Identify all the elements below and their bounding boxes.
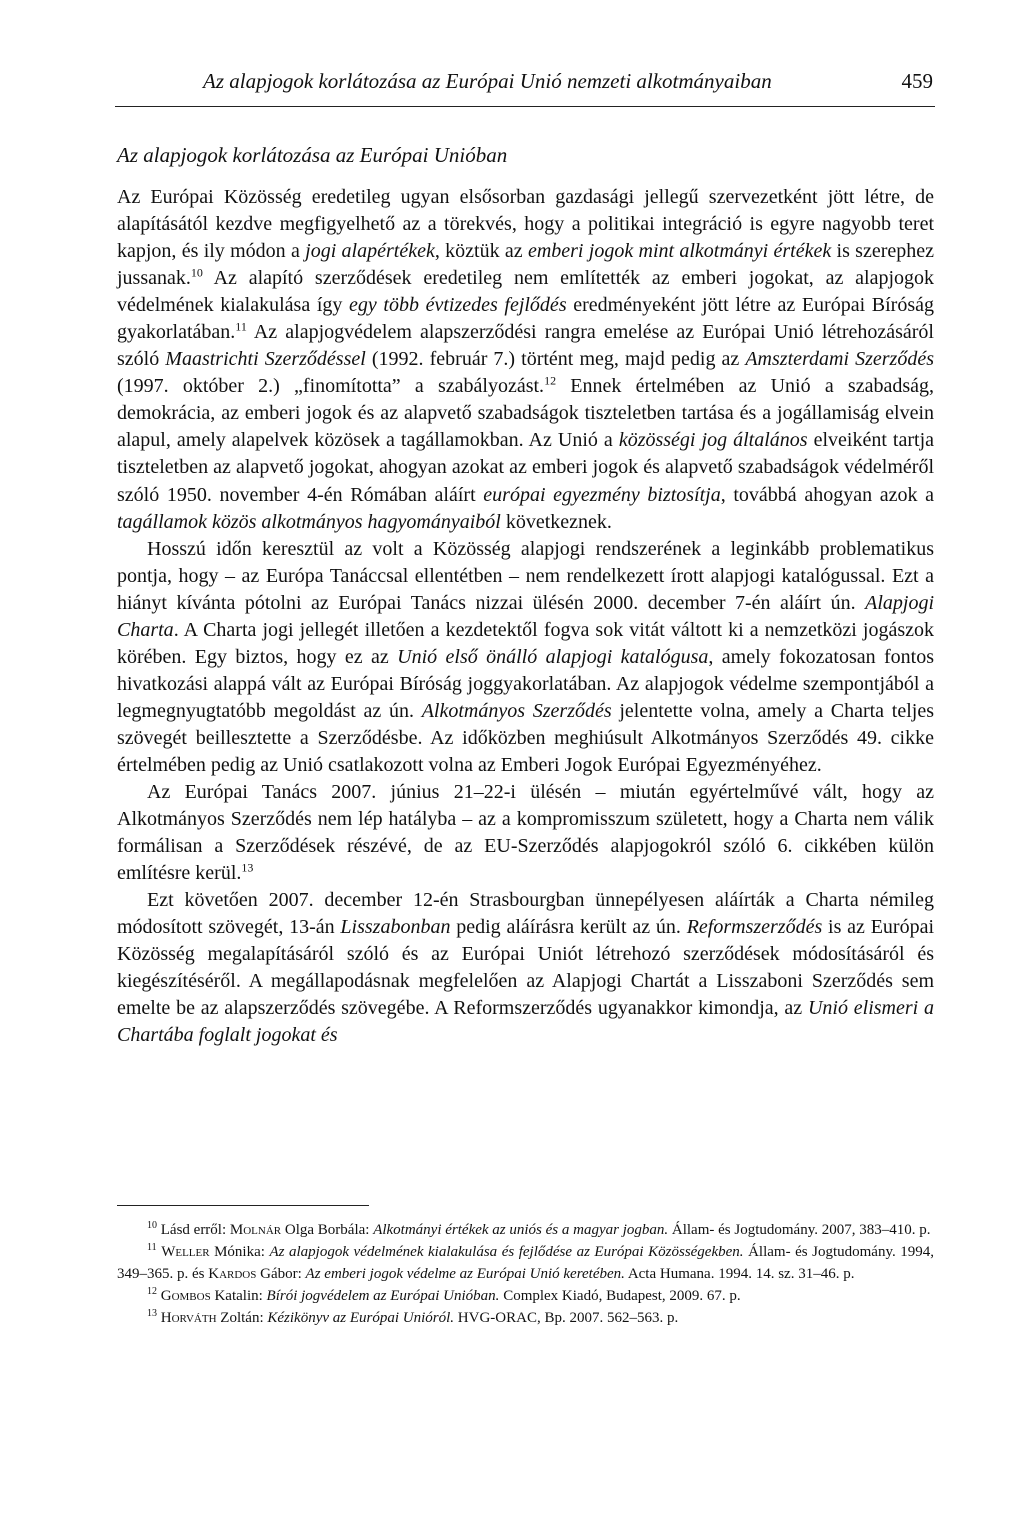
paragraph: Ezt követően 2007. december 12-én Strasbourgban ünnepélyesen aláírták a Charta némileg módosított szövegét, 13-án Lisszabonban pedig aláírásra került az ún. Reformszerződés is az Európai Közösség megalapításáról szóló és az Európai Uniót létrehozó szerződések módosításáról és kiegészítéséről. A megállapodásnak megfelelően az Alapjogi Chartát a Lisszaboni Szerződés sem emelte be az alapszerződés szövegébe. A Reformszerződés ugyanakkor kimondja, az Unió elismeri a Chartába foglalt jogokat és: [117, 889, 935, 1047]
footnote-10: $^{10}$ Lásd erről: Molnár Olga Borbála: Alkotmányi értékek az uniós és a magyar jogban. Állam- és Jogtudomány. 2007, 383–410. p.: [147, 1220, 931, 1238]
paragraph: Az Európai Tanács 2007. június 21–22-i ülésén – miután egyértelművé vált, hogy az Alkotmányos Szerződés nem lép hatályba – az a kompromisszum született, hogy a Charta nem válik formálisan a Szerződések részévé, de az EU-Szerződés alapjogokról szóló 6. cikkében külön említésre kerül.$^{13}$: [117, 781, 934, 885]
header-rule: [115, 106, 935, 107]
body-text: [117, 184, 934, 1050]
footnote-ref: 13: [241, 860, 254, 875]
footnote-13: $^{13}$ Horváth Zoltán: Kézikönyv az Európai Unióról. HVG-ORAC, Bp. 2007. 562–563. p.: [147, 1308, 679, 1326]
footnote-ref: 12: [544, 373, 557, 388]
running-head: Az alapjogok korlátozása az Európai Unió nemzeti alkotmányaiban: [203, 69, 772, 93]
paragraph: Hosszú időn keresztül az volt a Közösség alapjogi rendszerének a leginkább problematikus pontja, hogy – az Európa Tanáccsal ellentétben – nem rendelkezett írott alapjogi katalógussal. Ezt a hiányt kívánta pótolni az Európai Tanács nizzai ülésén 2000. december 7-én aláírt ún. Alapjogi Charta. A Charta jogi jellegét illetően a kezdetektől fogva sok vitát váltott ki a nemzetközi jogászok körében. Egy biztos, hogy ez az Unió első önálló alapjogi katalógusa, amely fokozatosan fontos hivatkozási alappá vált az Európai Bíróság joggyakorlatában. Az alapjogok védelme szempontjából a legmegnyugtatóbb megoldást az ún. Alkotmányos Szerződés jelentette volna, amely a Charta teljes szövegét beillesztette a Szerződésbe. Az időközben meghiúsult Alkotmányos Szerződés 49. cikke értelmében pedig az Unió csatlakozott volna az Emberi Jogok Európai Egyezményéhez.: [117, 537, 934, 776]
page-number: 459: [901, 69, 933, 93]
footnote-11: $^{11}$ Weller Mónika: Az alapjogok védelmének kialakulása és fejlődése az Európai Közösségekben. Állam- és Jogtudomány. 1994, 349–365. p. és Kardos Gábor: Az emberi jogok védelme az Európai Unió keretében. Acta Humana. 1994. 14. sz. 31–46. p.: [117, 1242, 935, 1282]
paragraph: Az Európai Közösség eredetileg ugyan elsősorban gazdasági jellegű szervezetként jött létre, de alapításától kezdve megfigyelhető az a törekvés, hogy a politikai integráció is egyre nagyobb teret kapjon, és ily módon a jogi alapértékek, köztük az emberi jogok mint alkotmányi értékek is szerephez jussanak.$^{10}$ Az alapító szerződések eredetileg nem említették az emberi jogokat, az alapjogok védelmének kialakulása így egy több évtizedes fejlődés eredményeként jött létre az Európai Bíróság gyakorlatában.$^{11}$ Az alapjogvédelem alapszerződési rangra emelése az Európai Unió létrehozásáról szóló Maastrichti Szerződéssel (1992. február 7.) történt meg, majd pedig az Amszterdami Szerződés (1997. október 2.) „finomította” a szabályozást.$^{12}$ Ennek értelmében az Unió a szabadság, demokrácia, az emberi jogok és az alapvető szabadságok tiszteletben tartása és a jogállamiság elvein alapul, amely alapelvek közösek a tagállamokban. Az Unió a közösségi jog általános elveiként tartja tiszteletben az alapvető jogokat, ahogyan azokat az emberi jogok és alapvető szabadságok védelméről szóló 1950. november 4-én Rómában aláírt európai egyezmény biztosítja, továbbá ahogyan azok a tagállamok közös alkotmányos hagyományaiból következnek.: [117, 186, 935, 533]
footnote-ref: 11: [235, 319, 247, 334]
footnotes: [117, 1219, 934, 1329]
footnote-rule: [117, 1205, 369, 1206]
footnote-12: $^{12}$ Gombos Katalin: Bírói jogvédelem az Európai Unióban. Complex Kiadó, Budapest, 2009. 67. p.: [147, 1286, 741, 1304]
section-title: Az alapjogok korlátozása az Európai Unióban: [117, 143, 508, 167]
footnote-ref: 10: [190, 265, 203, 280]
